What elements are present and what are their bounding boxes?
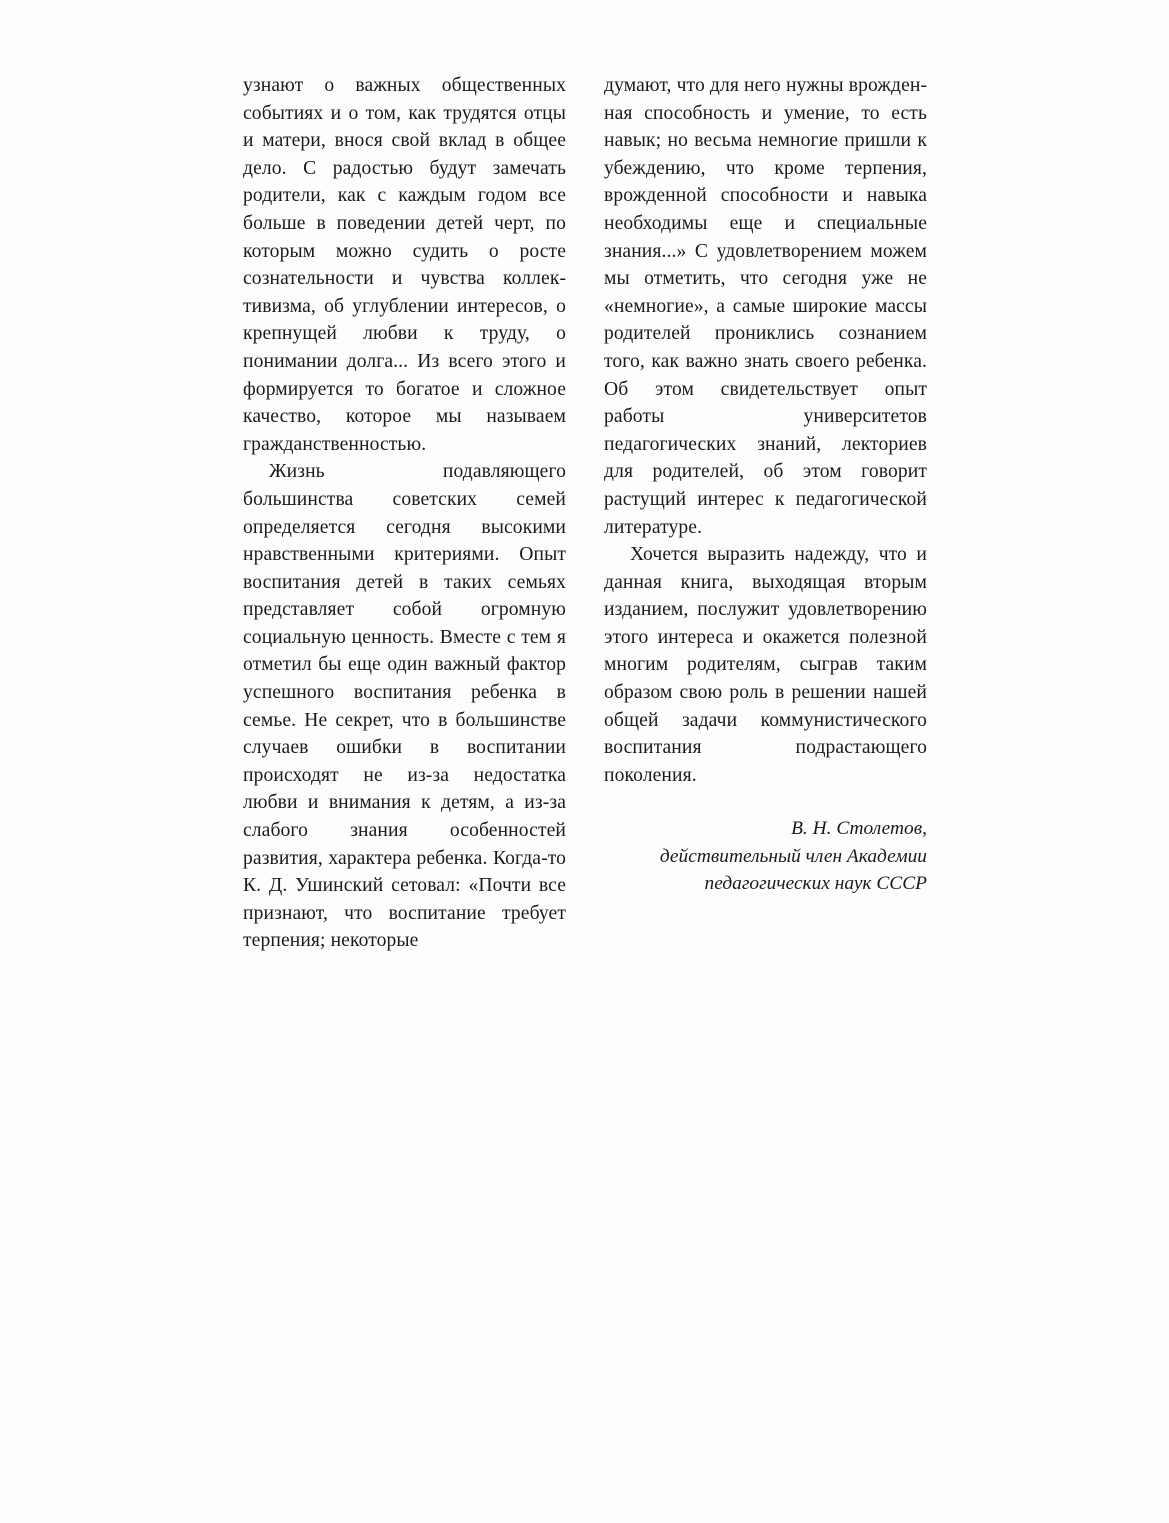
signature-title-line-1: действительный член Академии [659, 845, 927, 867]
paragraph: узнают о важных общественных событиях и о том, как трудятся отцы и матери, внося свой вклад в общее дело. С радостью будут замечать родители, как с каждым годом все больше в поведении детей черт, по которым можно судить о росте сознательности и чувства коллективизма, об углублении интересов, о крепнущей любви к труду, о понимании долга... Из всего этого и формируется то богатое и сложное качество, которое мы называем гражданственностью. [243, 75, 566, 455]
signature-block [604, 815, 927, 897]
two-column-text-block [243, 72, 927, 955]
right-column [604, 72, 927, 955]
signature-title-line-2: педагогических наук СССР [704, 873, 927, 895]
paragraph: Жизнь подавляющего большинства советских семей определяется сегодня высокими нравственными критериями. Опыт воспитания детей в таких семьях представляет собой огромную социальную ценность. Вместе с тем я отметил бы еще один важный фактор успешного воспитания ребенка в семье. Не секрет, что в большинстве случаев ошибки в воспитании происходят не из-за недостатка любви и внимания к детям, а из-за слабого знания особенностей развития, характера ребенка. Когда-то К. Д. Ушинский сетовал: «Почти все признают, что воспитание требует терпения; некоторые [243, 461, 566, 952]
left-column [243, 72, 566, 955]
paragraph: Хочется выразить надежду, что и данная книга, выходящая вторым изданием, послужит удовлетворению этого интереса и окажется полезной многим родителям, сыграв таким образом свою роль в решении нашей общей задачи коммунистического воспитания подрастающего поколения. [604, 544, 927, 786]
signature-name: В. Н. Столетов, [791, 818, 927, 840]
paragraph: думают, что для него нужны врожденная способность и умение, то есть навык; но весьма немногие пришли к убеждению, что кроме терпения, врожденной способности и навыка необходимы еще и специальные знания...» С удовлетворением можем мы отметить, что сегодня уже не «немногие», а самые широкие массы родителей прониклись сознанием того, как важно знать своего ребенка. Об этом свидетельствует опыт работы университетов педагогических знаний, лекториев для родителей, об этом говорит растущий интерес к педагогической литературе. [604, 75, 927, 538]
